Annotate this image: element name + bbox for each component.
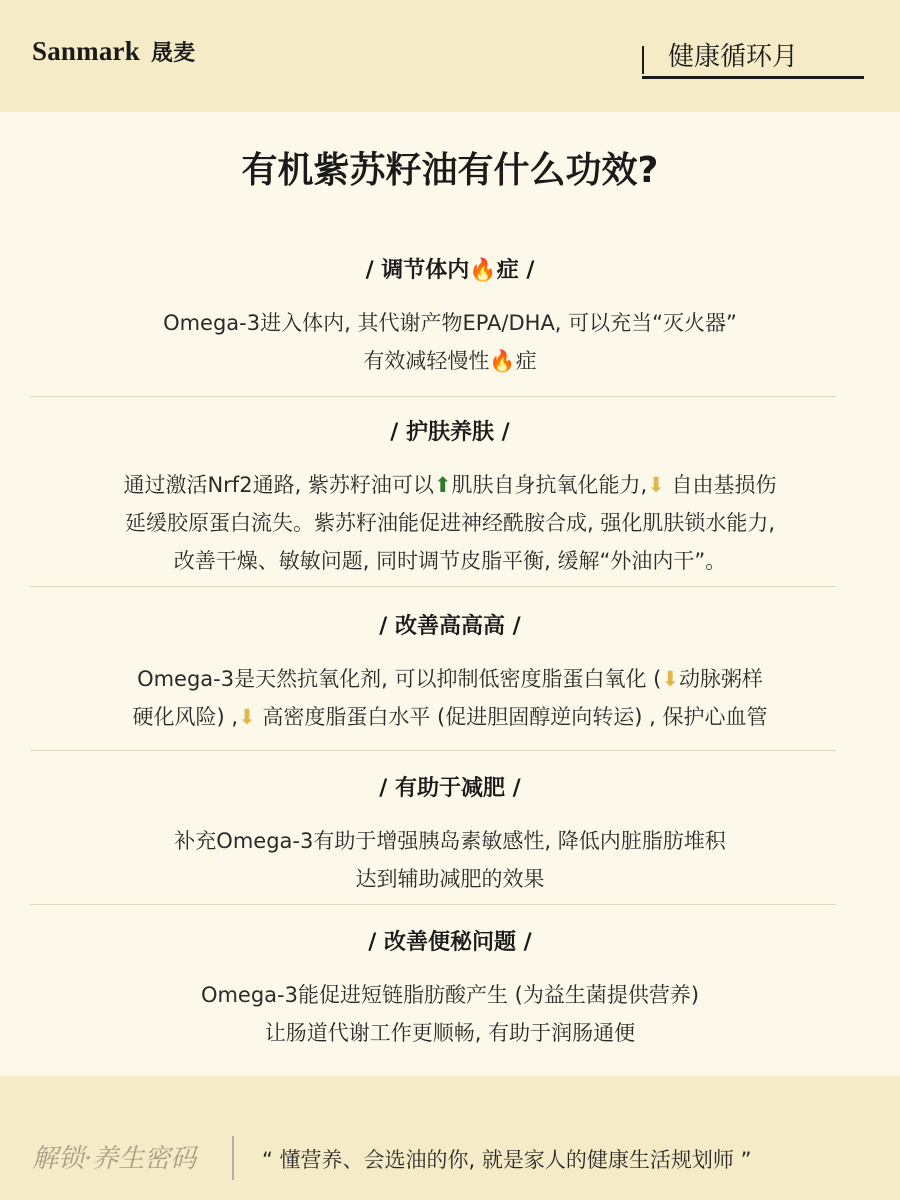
section-heading <box>0 256 900 286</box>
footer-quote: “ 懂营养、会选油的你, 就是家人的健康生活规划师 ” <box>262 1148 752 1172</box>
campaign-divider <box>642 46 644 74</box>
section-body <box>0 660 900 736</box>
section-body <box>0 976 900 1052</box>
section-divider <box>30 750 836 751</box>
body-text: 有效减轻慢性 <box>363 349 490 373</box>
section-divider <box>30 586 836 587</box>
section-weight-loss <box>0 774 900 898</box>
body-line <box>0 860 900 898</box>
body-text: Omega-3是天然抗氧化剂, 可以抑制低密度脂蛋白氧化 ( <box>137 667 662 691</box>
section-divider <box>30 396 836 397</box>
section-heading: / 改善高高高 / <box>379 614 521 639</box>
section-cardiovascular <box>0 612 900 736</box>
body-line <box>0 504 900 542</box>
body-text: 硬化风险) , <box>132 705 239 729</box>
body-text: 达到辅助减肥的效果 <box>355 867 545 891</box>
body-line <box>0 660 900 698</box>
footer-bar <box>0 1076 900 1200</box>
body-text: 高密度脂蛋白水平 (促进胆固醇逆向转运) , 保护心血管 <box>255 705 768 729</box>
body-line <box>0 342 900 380</box>
section-heading: / 护肤养肤 / <box>390 420 510 445</box>
body-text: Omega-3能促进短链脂肪酸产生 (为益生菌提供营养) <box>200 983 700 1007</box>
body-line <box>0 542 900 580</box>
section-body <box>0 822 900 898</box>
fire-icon: 🔥 <box>469 258 497 283</box>
footer-slogan: 解锁·养生密码 <box>32 1144 197 1174</box>
header-bar <box>0 0 900 112</box>
section-heading: / 有助于减肥 / <box>379 776 521 801</box>
section-body <box>0 304 900 380</box>
brand-name-en: Sanmark <box>32 36 140 66</box>
footer-divider <box>232 1136 234 1180</box>
body-line <box>0 976 900 1014</box>
fire-icon: 🔥 <box>489 349 516 373</box>
section-body <box>0 466 900 580</box>
down-arrow-icon: ⬇ <box>647 473 665 497</box>
down-arrow-icon: ⬇ <box>238 705 256 729</box>
body-text: 延缓胶原蛋白流失。紫苏籽油能促进神经酰胺合成, 强化肌肤锁水能力, <box>124 511 776 535</box>
body-text: 肌肤自身抗氧化能力, <box>451 473 648 497</box>
body-text: 自由基损伤 <box>664 473 777 497</box>
body-line <box>0 304 900 342</box>
campaign-label <box>642 36 864 79</box>
body-text: 症 <box>515 349 537 373</box>
section-heading: / 改善便秘问题 / <box>368 930 532 955</box>
body-line <box>0 466 900 504</box>
body-text: 动脉粥样 <box>678 667 763 691</box>
section-constipation <box>0 928 900 1052</box>
heading-text: 症 / <box>496 258 535 283</box>
section-skincare <box>0 418 900 580</box>
body-line <box>0 1014 900 1052</box>
body-line <box>0 822 900 860</box>
body-line <box>0 698 900 736</box>
brand-name-cn: 晟麦 <box>150 40 196 65</box>
campaign-text: 健康循环月 <box>668 42 799 72</box>
section-divider <box>30 904 836 905</box>
page-title: 有机紫苏籽油有什么功效? <box>241 150 659 191</box>
heading-text: / 调节体内 <box>365 258 470 283</box>
down-arrow-icon: ⬇ <box>661 667 679 691</box>
body-text: 改善干燥、敏敏问题, 同时调节皮脂平衡, 缓解“外油内干”。 <box>173 549 727 573</box>
body-text: Omega-3进入体内, 其代谢产物EPA/DHA, 可以充当“灭火器” <box>163 311 737 335</box>
up-arrow-icon: ⬆ <box>433 473 452 497</box>
section-inflammation <box>0 256 900 380</box>
body-text: 补充Omega-3有助于增强胰岛素敏感性, 降低内脏脂肪堆积 <box>174 829 726 853</box>
body-text: 通过激活Nrf2通路, 紫苏籽油可以 <box>123 473 434 497</box>
body-text: 让肠道代谢工作更顺畅, 有助于润肠通便 <box>264 1021 636 1045</box>
brand-logo <box>32 36 195 67</box>
